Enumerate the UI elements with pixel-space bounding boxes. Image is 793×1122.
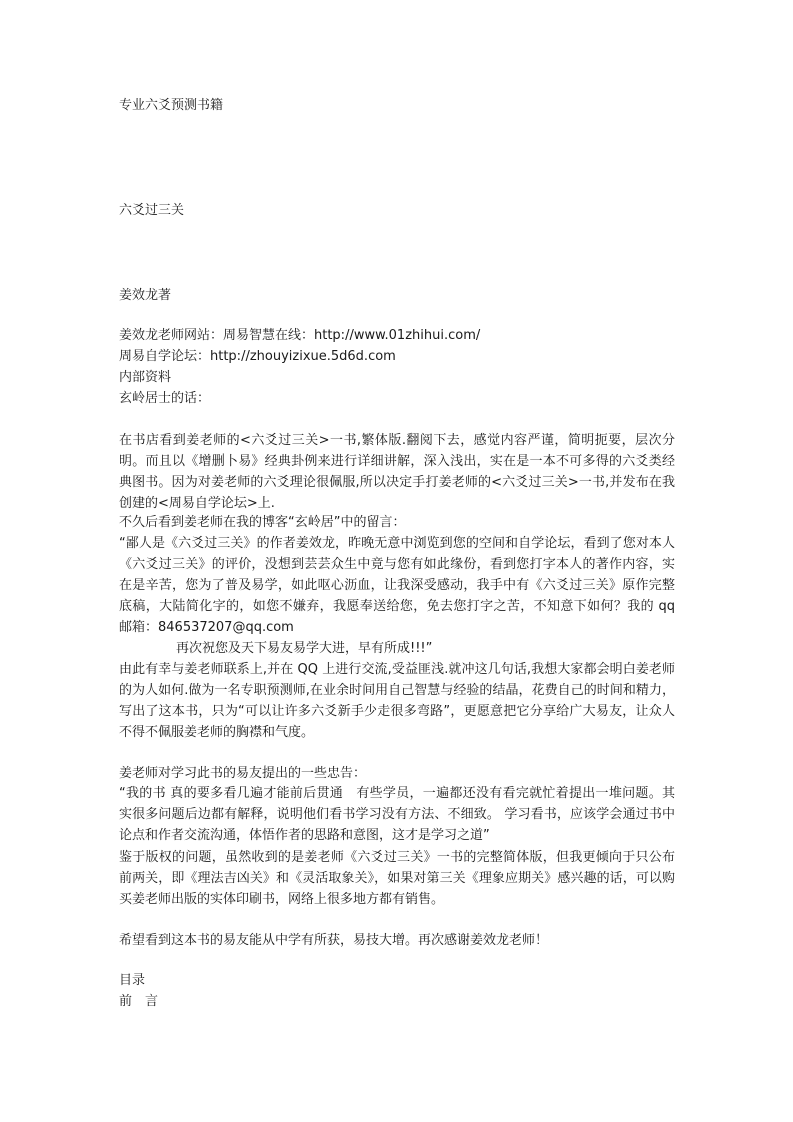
quote-author-message: “鄙人是《六爻过三关》的作者姜效龙，昨晚无意中浏览到您的空间和自学论坛，看到了您对本人《六爻过三关》的评价，没想到芸芸众生中竟与您有如此缘份，看到您打字本人的著作内容，实在是辛苦，您为了普及易学，如此呕心沥血，让我深受感动，我手中有《六爻过三关》原作完整底稿，大陆简化字的，如您不嫌弃，我愿奉送给您，免去您打字之苦，不知意下如何？我的 qq 邮箱：846537207@qq.com: [119, 536, 675, 635]
quote-blessing: 再次祝您及天下易友易学大进，早有所成!!!”: [176, 641, 433, 656]
toc-heading: 目录: [119, 973, 146, 988]
author-line: 姜效龙著: [119, 288, 172, 303]
page-header: 专业六爻预测书籍: [119, 98, 224, 113]
internal-note: 内部资料: [119, 370, 172, 385]
book-title: 六爻过三关: [119, 203, 185, 218]
paragraph-copyright: 鉴于版权的问题，虽然收到的是姜老师《六爻过三关》一书的完整简体版，但我更倾向于只公布前两关，即《理法吉凶关》和《灵活取象关》，如果对第三关《理象应期关》感兴趣的话，可以购买姜老师出版的实体印刷书，网络上很多地方都有销售。: [119, 850, 675, 907]
paragraph-closing: 希望看到这本书的易友能从中学有所获，易技大增。再次感谢姜效龙老师！: [119, 933, 549, 948]
quote-advice: “我的书 真的要多看几遍才能前后贯通 有些学员，一遍都还没有看完就忙着提出一堆问题。其实很多问题后边都有解释，说明他们看书学习没有方法、不细致。 学习看书，应该学会通过书中论点和作者交流沟通，体悟作者的思路和意图，这才是学习之道”: [119, 786, 675, 843]
forum-line: 周易自学论坛：http://zhouyizixue.5d6d.com: [119, 349, 396, 364]
paragraph-bookstore: 在书店看到姜老师的<六爻过三关>一书,繁体版.翻阅下去，感觉内容严谨，简明扼要，层次分明。而且以《增删卜易》经典卦例来进行详细讲解，深入浅出，实在是一本不可多得的六爻类经典图书。因为对姜老师的六爻理论很佩服,所以决定手打姜老师的<六爻过三关>一书,并发布在我创建的<周易自学论坛>上.: [119, 433, 675, 511]
advice-heading: 姜老师对学习此书的易友提出的一些忠告：: [119, 766, 367, 781]
website-line: 姜效龙老师网站：周易智慧在线：http://www.01zhihui.com/: [119, 328, 481, 343]
paragraph-blog-message: 不久后看到姜老师在我的博客“玄岭居”中的留言：: [119, 515, 406, 530]
paragraph-contact: 由此有幸与姜老师联系上,并在 QQ 上进行交流,受益匪浅.就冲这几句话,我想大家都会明白姜老师的为人如何.做为一名专职预测师,在业余时间用自己智慧与经验的结晶，花费自己的时间和精力，写出了这本书，只为“可以让许多六爻新手少走很多弯路”，更愿意把它分享给广大易友，让众人不得不佩服姜老师的胸襟和气度。: [119, 662, 675, 740]
preface-by: 玄岭居士的话：: [119, 391, 211, 406]
preface-heading: 前 言: [119, 994, 159, 1009]
